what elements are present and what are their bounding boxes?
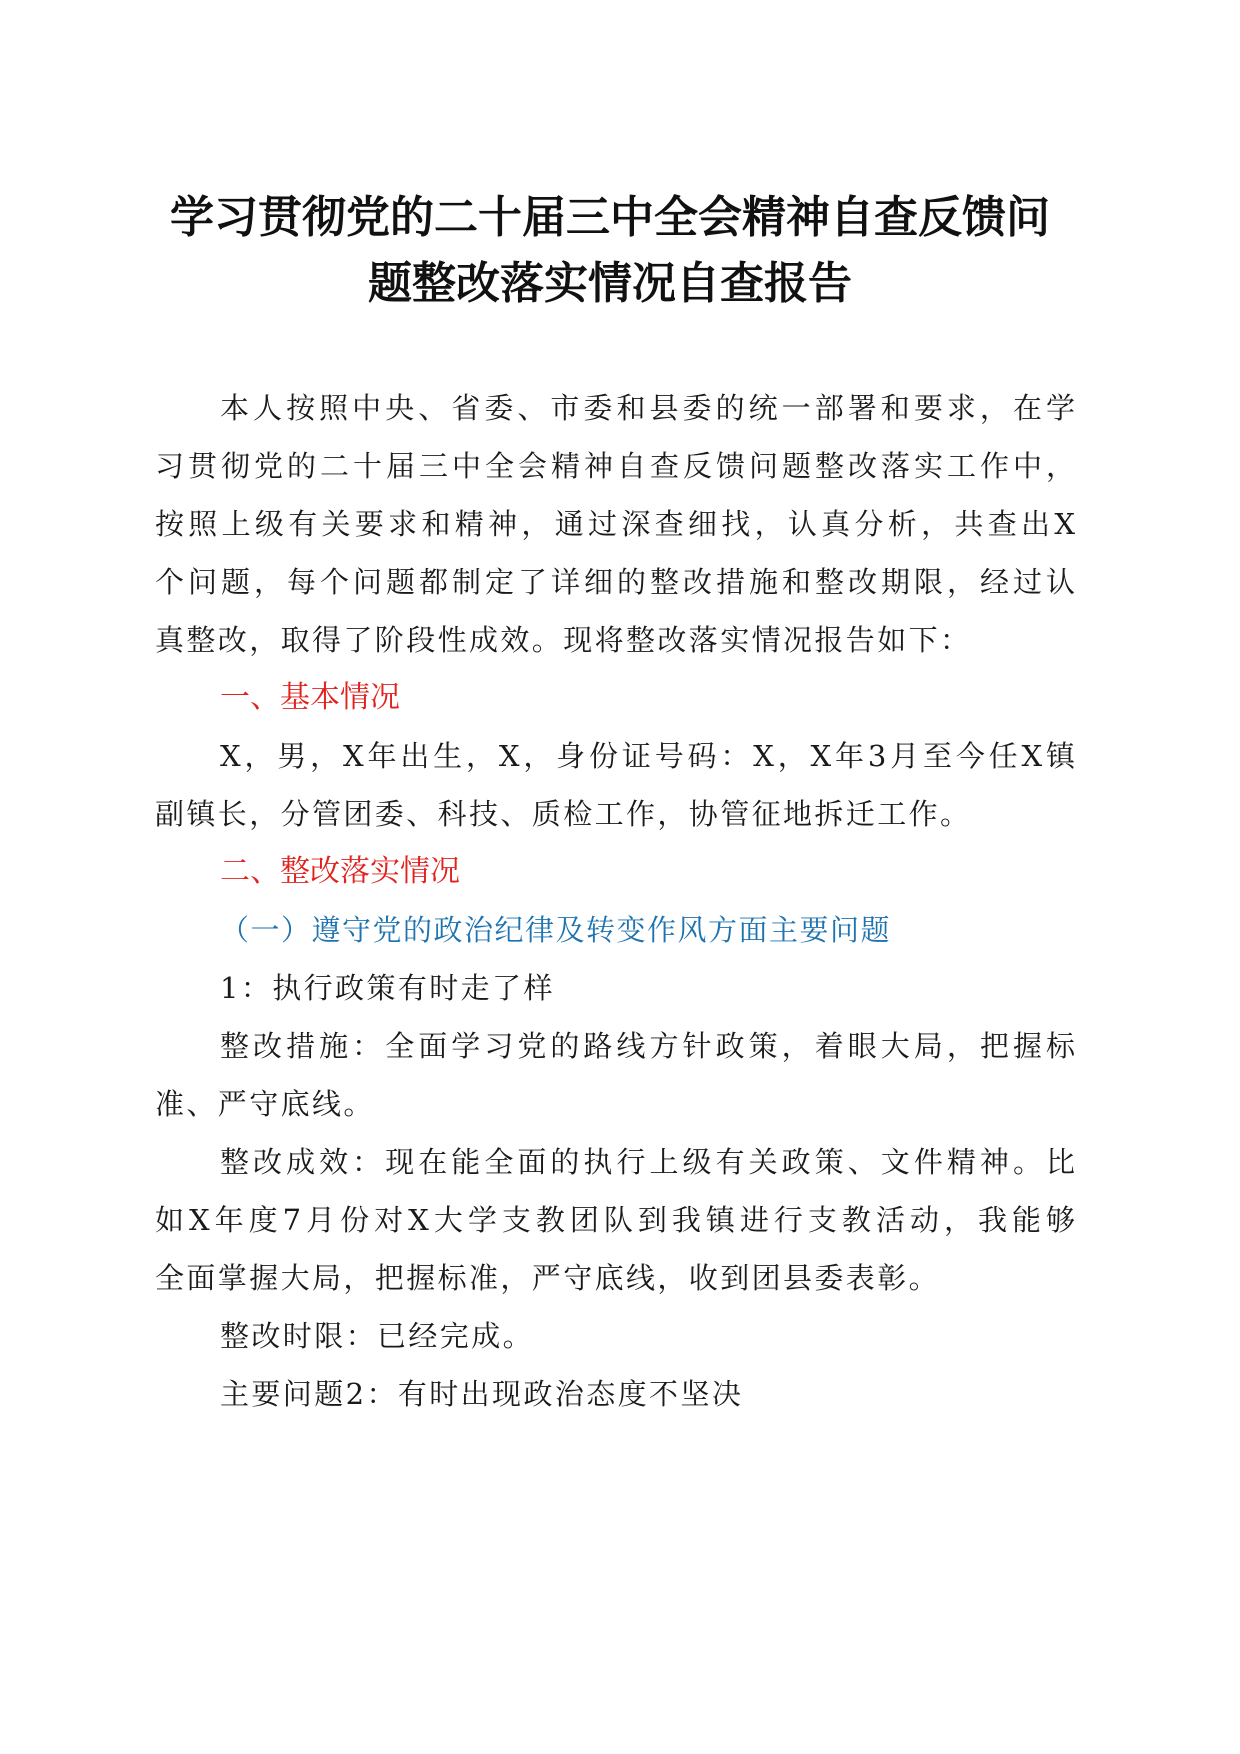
measures-line-2: 准、严守底线。 [155, 1087, 375, 1121]
measures-line-1: 整改措施：全面学习党的路线方针政策，着眼大局，把握标 [220, 1029, 1075, 1063]
subsection-1-heading: （一）遵守党的政治纪律及转变作风方面主要问题 [220, 913, 892, 947]
section-1-line-2: 副镇长，分管团委、科技、质检工作，协管征地拆迁工作。 [155, 797, 972, 831]
problem-1-title: 1：执行政策有时走了样 [220, 971, 555, 1005]
document-title-line-1: 学习贯彻党的二十届三中全会精神自查反馈问 [170, 192, 1050, 243]
intro-line-2: 习贯彻党的二十届三中全会精神自查反馈问题整改落实工作中， [155, 449, 1075, 483]
intro-line-3: 按照上级有关要求和精神，通过深查细找，认真分析，共查出X [155, 507, 1075, 541]
problem-2-title: 主要问题2：有时出现政治态度不坚决 [220, 1377, 744, 1411]
results-line-1: 整改成效：现在能全面的执行上级有关政策、文件精神。比 [220, 1145, 1075, 1179]
results-line-3: 全面掌握大局，把握标准，严守底线，收到团县委表彰。 [155, 1261, 941, 1295]
section-2-heading: 二、整改落实情况 [220, 854, 460, 889]
section-1-heading: 一、基本情况 [220, 680, 400, 715]
document-title-line-2: 题整改落实情况自查报告 [368, 258, 852, 309]
intro-line-4: 个问题，每个问题都制定了详细的整改措施和整改期限，经过认 [155, 565, 1075, 599]
results-line-2: 如X年度7月份对X大学支教团队到我镇进行支教活动，我能够 [155, 1203, 1075, 1237]
deadline-line: 整改时限：已经完成。 [220, 1319, 535, 1353]
intro-line-5: 真整改，取得了阶段性成效。现将整改落实情况报告如下： [155, 623, 972, 657]
intro-line-1: 本人按照中央、省委、市委和县委的统一部署和要求，在学 [220, 391, 1075, 425]
section-1-line-1: X，男，X年出生，X，身份证号码：X，X年3月至今任X镇 [220, 739, 1075, 773]
